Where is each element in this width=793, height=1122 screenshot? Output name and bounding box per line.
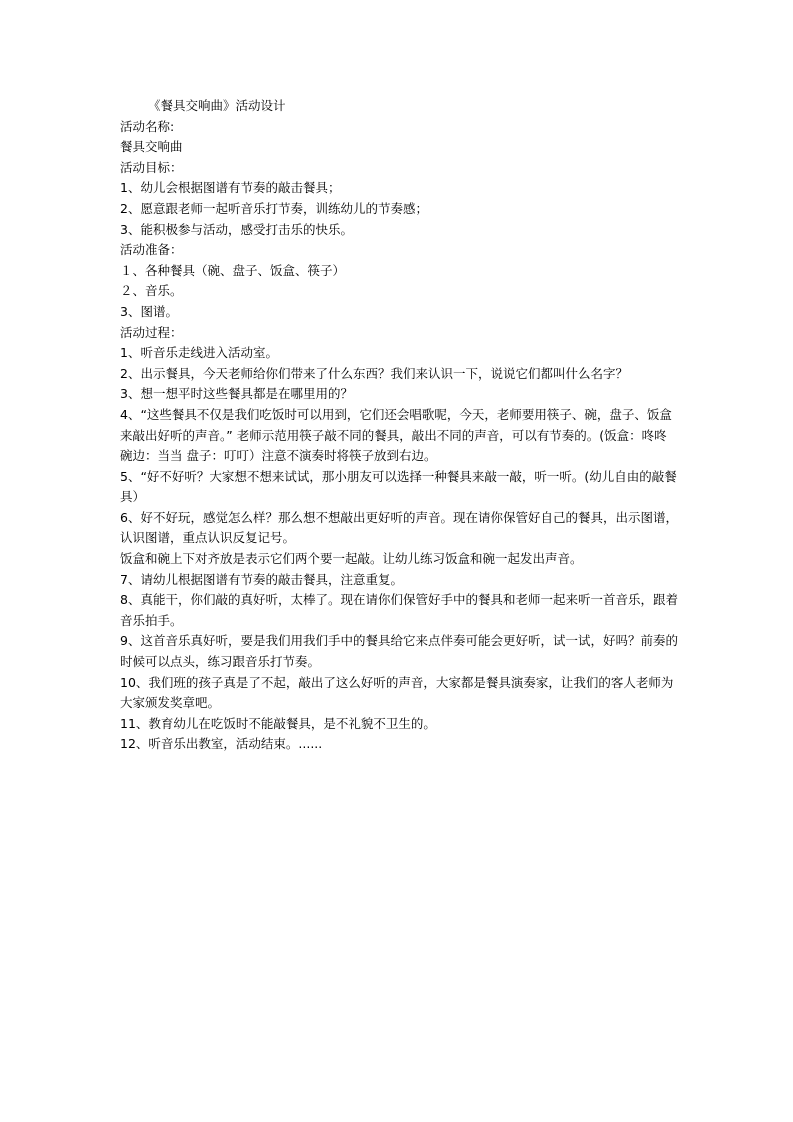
document-title: 《餐具交响曲》活动设计: [148, 98, 286, 113]
prep-item: ２、音乐。: [120, 283, 183, 299]
process-step: 10、我们班的孩子真是了不起，敲出了这么好听的声音，大家都是餐具演奏家，让我们的客人老师为大家颁发奖章吧。: [120, 674, 674, 711]
name-heading: 活动名称:: [120, 118, 175, 134]
prep-item: １、各种餐具（碗、盘子、饭盒、筷子）: [120, 262, 346, 278]
process-step: 2、出示餐具，今天老师给你们带来了什么东西？我们来认识一下，说说它们都叫什么名字？: [120, 365, 628, 381]
process-step: 11、教育幼儿在吃饭时不能敲餐具，是不礼貌不卫生的。: [120, 715, 436, 731]
goals-heading: 活动目标：: [120, 159, 183, 175]
process-step: 9、这首音乐真好听，要是我们用我们手中的餐具给它来点伴奏可能会更好听，试一试，好吗？前奏的时候可以点头，练习跟音乐打节奏。: [120, 633, 678, 670]
prep-heading: 活动准备：: [120, 242, 183, 258]
process-step: 1、听音乐走线进入活动室。: [120, 345, 278, 361]
process-step: 8、真能干，你们敲的真好听，太棒了。现在请你们保管好手中的餐具和老师一起来听一首音乐，跟着音乐拍手。: [120, 592, 678, 628]
process-step: 5、“好不好听？大家想不想来试试，那小朋友可以选择一种餐具来敲一敲，听一听。(幼儿自由的敲餐具）: [120, 468, 677, 505]
prep-item: 3、图谱。: [120, 303, 178, 319]
name-value: 餐具交响曲: [120, 139, 183, 155]
process-step: 6、好不好玩，感觉怎么样？那么想不想敲出更好听的声音。现在请你保管好自己的餐具，出示图谱，认识图谱，重点认识反复记号。: [120, 509, 678, 546]
process-step: 7、请幼儿根据图谱有节奏的敲击餐具，注意重复。: [120, 571, 403, 587]
process-step: 3、想一想平时这些餐具都是在哪里用的？: [120, 386, 353, 402]
process-step: 12、听音乐出教室，活动结束。......: [120, 736, 323, 752]
process-heading: 活动过程：: [120, 324, 183, 340]
goal-item: 1、幼儿会根据图谱有节奏的敲击餐具；: [120, 180, 341, 196]
goal-item: 3、能积极参与活动，感受打击乐的快乐。: [120, 221, 353, 237]
goal-item: 2、愿意跟老师一起听音乐打节奏，训练幼儿的节奏感；: [120, 200, 428, 216]
process-step: 饭盒和碗上下对齐放是表示它们两个要一起敲。让幼儿练习饭盒和碗一起发出声音。: [120, 551, 583, 567]
process-step: 4、“这些餐具不仅是我们吃饭时可以用到，它们还会唱歌呢，今天，老师要用筷子、碗，盘子、饭盒来敲出好听的声音。” 老师示范用筷子敲不同的餐具，敲出不同的声音，可以有节奏的。(饭盒：咚咚 碗边：当当 盘子：叮叮）注意不演奏时将筷子放到右边。: [120, 406, 672, 464]
document-body: [120, 96, 680, 755]
